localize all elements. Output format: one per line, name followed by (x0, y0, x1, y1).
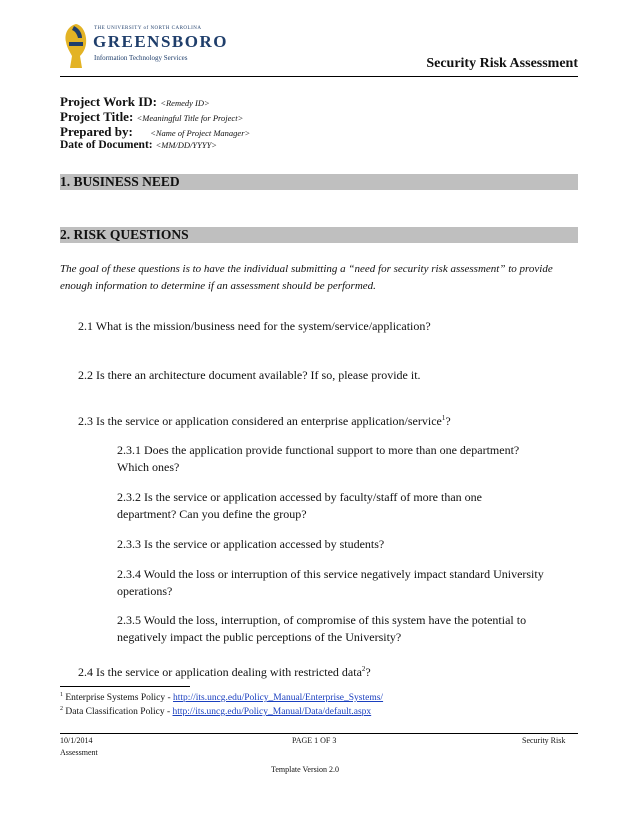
intro-paragraph: The goal of these questions is to have the individual submitting a “need for security risk assessment” to provide enough information to determine if an assessment should be performed. (60, 263, 553, 292)
footer-date: 10/1/2014 (60, 736, 93, 745)
footer-title-part2: Assessment (60, 748, 98, 757)
question-2-3-4: 2.3.4 Would the loss or interruption of this service negatively impact standard University operations? (117, 567, 544, 598)
project-title-value: <Meaningful Title for Project> (136, 113, 244, 123)
section-risk-questions-title: 2. RISK QUESTIONS (60, 227, 189, 242)
spartan-head-icon (60, 22, 92, 70)
question-2-3-5: 2.3.5 Would the loss, interruption, of compromise of this system have the potential to negatively impact the public perceptions of the University? (117, 613, 527, 644)
question-2-4-end: ? (365, 665, 371, 679)
project-title-line (60, 109, 243, 125)
footnote-ref-2: 2 (361, 665, 366, 673)
prepared-by-label: Prepared by: (60, 124, 133, 139)
footnote-1-text: Enterprise Systems Policy - (63, 693, 174, 704)
question-2-3 (78, 410, 578, 430)
footnote-2-text: Data Classification Policy - (63, 707, 173, 718)
prepared-by-value: <Name of Project Manager> (150, 128, 251, 138)
logo-university-line: THE UNIVERSITY of NORTH CAROLINA (94, 26, 202, 31)
question-2-4-text: 2.4 Is the service or application dealing with restricted data (78, 665, 362, 679)
section-business-need-title: 1. BUSINESS NEED (60, 174, 180, 189)
question-2-3-text: 2.3 Is the service or application considered an enterprise application/service (78, 414, 442, 428)
project-id-label: Project Work ID: (60, 94, 157, 109)
data-classification-policy-link[interactable]: http://its.uncg.edu/Policy_Manual/Data/default.aspx (172, 707, 372, 718)
footnote-1-number: 1 (60, 692, 63, 698)
footer-divider (60, 733, 578, 734)
logo-greensboro: GREENSBORO (93, 32, 228, 51)
section-business-need (60, 174, 578, 190)
question-2-3-1: 2.3.1 Does the application provide functional support to more than one department? Which ones? (117, 443, 520, 474)
header-divider (60, 76, 578, 77)
question-2-3-2: 2.3.2 Is the service or application accessed by faculty/staff of more than one department? Can you define the group? (117, 490, 482, 521)
project-id-value: <Remedy ID> (160, 98, 210, 108)
date-line (60, 139, 217, 151)
section-risk-questions (60, 227, 578, 243)
date-label: Date of Document: (60, 139, 153, 151)
footnote-1 (60, 692, 383, 703)
document-title: Security Risk Assessment (426, 56, 578, 71)
question-2-3-3: 2.3.3 Is the service or application accessed by students? (117, 537, 385, 551)
uncg-logo (60, 22, 228, 72)
project-title-label: Project Title: (60, 109, 134, 124)
question-2-2: 2.2 Is there an architecture document available? If so, please provide it. (78, 368, 421, 382)
footer-title-part1: Security Risk (522, 736, 566, 745)
question-2-4 (78, 661, 578, 681)
question-2-3-end: ? (445, 414, 451, 428)
question-2-1: 2.1 What is the mission/business need for the system/service/application? (78, 319, 431, 333)
footer-page-number: PAGE 1 OF 3 (292, 736, 337, 745)
date-value: <MM/DD/YYYY> (155, 140, 218, 150)
footnote-ref-1: 1 (441, 414, 446, 422)
enterprise-systems-policy-link[interactable]: http://its.uncg.edu/Policy_Manual/Enterprise_Systems/ (173, 693, 384, 704)
prepared-by-line (60, 124, 250, 140)
logo-its-line: Information Technology Services (94, 54, 188, 62)
template-version: Template Version 2.0 (271, 765, 339, 774)
footnote-2-number: 2 (60, 706, 63, 712)
footnote-2 (60, 706, 371, 717)
project-id-line (60, 94, 210, 110)
footnote-divider (60, 686, 190, 687)
